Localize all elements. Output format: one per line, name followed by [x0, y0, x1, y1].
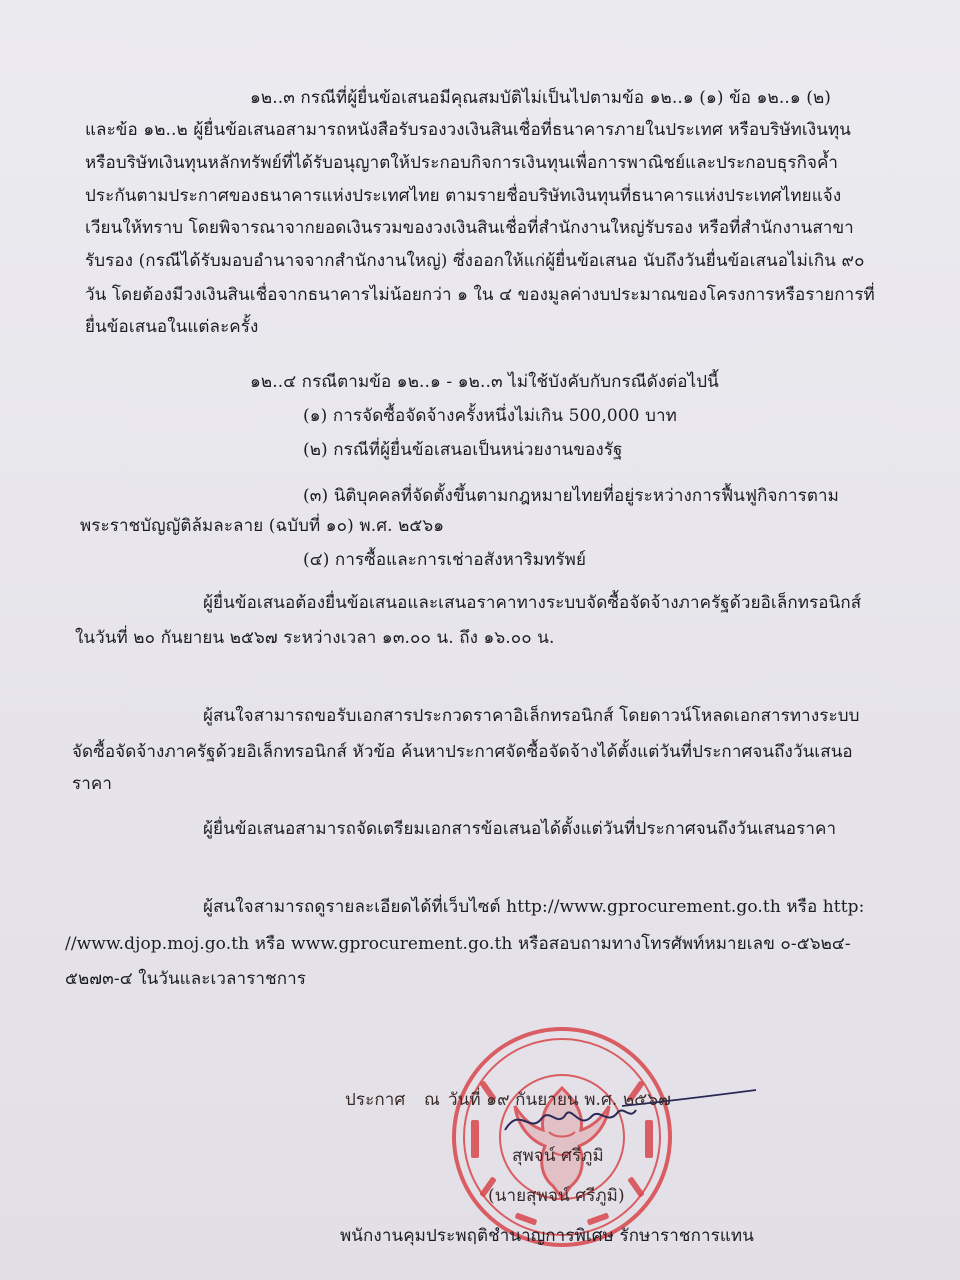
para5-line1: ผู้ยื่นข้อเสนอสามารถจัดเตรียมเอกสารข้อเสนอได้ตั้งแต่วันที่ประกาศจนถึงวันเสนอราคา [203, 819, 837, 839]
para1-line6: รับรอง (กรณีได้รับมอบอำนาจจากสำนักงานใหญ่) ซึ่งออกให้แก่ผู้ยื่นข้อเสนอ นับถึงวันยื่นข้อเสนอไม่เกิน ๙๐ [85, 251, 865, 271]
para4-line1: ผู้สนใจสามารถขอรับเอกสารประกวดราคาอิเล็กทรอนิกส์ โดยดาวน์โหลดเอกสารทางระบบ [203, 706, 860, 726]
para6-line2: //www.djop.moj.go.th หรือ www.gprocurement.go.th หรือสอบถามทางโทรศัพท์หมายเลข ๐-๕๖๒๔- [65, 934, 851, 954]
para3-line2: ในวันที่ ๒๐ กันยายน ๒๕๖๗ ระหว่างเวลา ๑๓.๐๐ น. ถึง ๑๖.๐๐ น. [75, 628, 555, 648]
para1-line1: ๑๒..๓ กรณีที่ผู้ยื่นข้อเสนอมีคุณสมบัติไม่เป็นไปตามข้อ ๑๒..๑ (๑) ข้อ ๑๒..๑ (๒) [250, 88, 831, 108]
para1-line4: ประกันตามประกาศของธนาคารแห่งประเทศไทย ตามรายชื่อบริษัทเงินทุนที่ธนาคารแห่งประเทศไทยแจ้ง [85, 186, 842, 206]
para6-line1: ผู้สนใจสามารถดูรายละเอียดได้ที่เว็บไซต์ http://www.gprocurement.go.th หรือ http: [203, 897, 865, 917]
announce-date: วันที่ ๑๙ กันยายน พ.ศ. ๒๕๖๗ [448, 1090, 671, 1110]
para2-item3: (๓) นิติบุคคลที่จัดตั้งขึ้นตามกฎหมายไทยที่อยู่ระหว่างการฟื้นฟูกิจการตาม [303, 486, 839, 506]
signer-title: พนักงานคุมประพฤติชำนาญการพิเศษ รักษาราชการแทน [340, 1226, 754, 1246]
date-signature-stroke [620, 1086, 760, 1110]
para1-line7: วัน โดยต้องมีวงเงินสินเชื่อจากธนาคารไม่น้อยกว่า ๑ ใน ๔ ของมูลค่างบประมาณของโครงการหรือรายการที่ [85, 285, 875, 305]
para4-line2: จัดซื้อจัดจ้างภาครัฐด้วยอิเล็กทรอนิกส์ หัวข้อ ค้นหาประกาศจัดซื้อจัดจ้างได้ตั้งแต่วันที่ประกาศจนถึงวันเสนอ [72, 742, 853, 762]
signer-name: (นายสุพจน์ ศรีภูมิ) [488, 1186, 625, 1206]
handwritten-signature [500, 1100, 640, 1140]
para1-line8: ยื่นข้อเสนอในแต่ละครั้ง [85, 317, 259, 337]
para2-heading: ๑๒..๔ กรณีตามข้อ ๑๒..๑ - ๑๒..๓ ไม่ใช้บังคับกับกรณีดังต่อไปนี้ [250, 372, 719, 392]
para2-item3-cont: พระราชบัญญัติล้มละลาย (ฉบับที่ ๑๐) พ.ศ. ๒๕๖๑ [80, 516, 445, 536]
announce-at: ณ [424, 1090, 440, 1110]
para1-line3: หรือบริษัทเงินทุนหลักทรัพย์ที่ได้รับอนุญาตให้ประกอบกิจการเงินทุนเพื่อการพาณิชย์และประกอบธุรกิจค้ำ [85, 153, 839, 173]
para2-item1: (๑) การจัดซื้อจัดจ้างครั้งหนึ่งไม่เกิน 500,000 บาท [303, 406, 677, 426]
signature-text: สุพจน์ ศรีภูมิ [512, 1146, 604, 1166]
para4-line3: ราคา [72, 774, 112, 794]
para1-line2: และข้อ ๑๒..๒ ผู้ยื่นข้อเสนอสามารถหนังสือรับรองวงเงินสินเชื่อที่ธนาคารภายในประเทศ หรือบริษัทเงินทุน [85, 120, 851, 140]
para2-item2: (๒) กรณีที่ผู้ยื่นข้อเสนอเป็นหน่วยงานของรัฐ [303, 440, 623, 460]
para2-item4: (๔) การซื้อและการเช่าอสังหาริมทรัพย์ [303, 550, 587, 570]
announce-label: ประกาศ [345, 1090, 406, 1110]
para1-line5: เวียนให้ทราบ โดยพิจารณาจากยอดเงินรวมของวงเงินสินเชื่อที่สำนักงานใหญ่รับรอง หรือที่สำนักงานสาขา [85, 218, 854, 238]
para3-line1: ผู้ยื่นข้อเสนอต้องยื่นข้อเสนอและเสนอราคาทางระบบจัดซื้อจัดจ้างภาครัฐด้วยอิเล็กทรอนิกส์ [203, 593, 862, 613]
para6-line3: ๕๒๗๓-๔ ในวันและเวลาราชการ [65, 969, 306, 989]
